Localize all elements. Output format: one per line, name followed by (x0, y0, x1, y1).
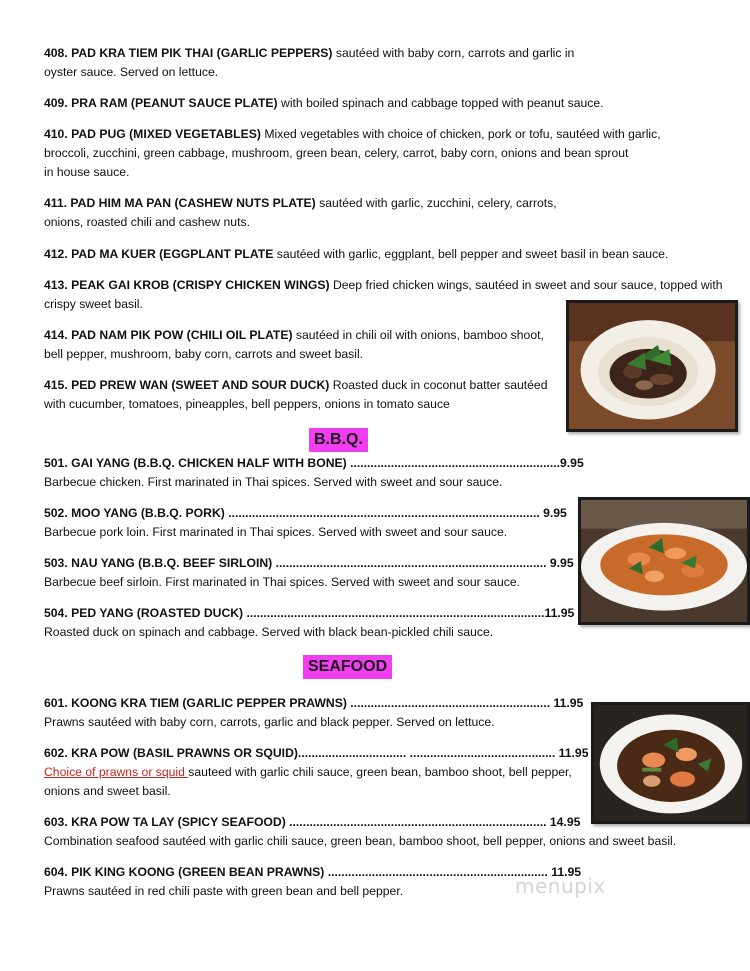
item-desc: Barbecue chicken. First marinated in Thai spices. Served with sweet and sour sauce. (44, 475, 503, 489)
menu-item-410 (44, 125, 661, 182)
menu-item-501 (44, 454, 584, 492)
item-name: 410. PAD PUG (MIXED VEGETABLES) (44, 127, 261, 141)
item-desc: Combination seafood sautéed with garlic chili sauce, green bean, bamboo shoot, bell pepper, onions and sweet basil. (44, 834, 677, 848)
item-desc: Prawns sautéed with baby corn, carrots, garlic and black pepper. Served on lettuce. (44, 715, 495, 729)
item-name: 412. PAD MA KUER (EGGPLANT PLATE (44, 247, 274, 261)
menu-item-602 (44, 744, 588, 801)
section-title-bbq: B.B.Q. (309, 428, 368, 452)
item-name: 415. PED PREW WAN (SWEET AND SOUR DUCK) (44, 378, 330, 392)
item-name-price: 504. PED YANG (ROASTED DUCK) ........................................................................................11.95 (44, 606, 575, 620)
item-desc: Prawns sautéed in red chili paste with green bean and bell pepper. (44, 884, 404, 898)
item-name-price: 501. GAI YANG (B.B.Q. CHICKEN HALF WITH BONE) ..............................................................9.95 (44, 456, 584, 470)
menupix-watermark: menupix (515, 874, 606, 898)
item-desc-line (44, 763, 588, 782)
item-name: 411. PAD HIM MA PAN (CASHEW NUTS PLATE) (44, 196, 316, 210)
choice-prawns-or-squid-link[interactable]: Choice of prawns or squid (44, 765, 189, 779)
food-photo-prawn-stirfry-image (581, 500, 747, 622)
item-name-price: 603. KRA POW TA LAY (SPICY SEAFOOD) ............................................................................ 14.95 (44, 815, 581, 829)
item-name: 409. PRA RAM (PEANUT SAUCE PLATE) (44, 96, 278, 110)
item-desc: sautéed in chili oil with onions, bamboo shoot, (295, 328, 544, 342)
item-desc: Roasted duck in coconut batter sautéed (332, 378, 548, 392)
menu-item-411 (44, 194, 557, 232)
menu-item-409 (44, 94, 604, 113)
item-desc: Barbecue beef sirloin. First marinated in Thai spices. Served with sweet and sour sauce. (44, 575, 520, 589)
item-name: 414. PAD NAM PIK POW (CHILI OIL PLATE) (44, 328, 293, 342)
menu-item-412 (44, 245, 668, 264)
item-desc: with boiled spinach and cabbage topped with peanut sauce. (281, 96, 604, 110)
menu-item-601 (44, 694, 583, 732)
menu-item-603 (44, 813, 676, 851)
menu-item-504 (44, 604, 574, 642)
item-desc-cont: crispy sweet basil. (44, 297, 143, 311)
item-desc-cont: broccoli, zucchini, green cabbage, mushroom, green bean, celery, carrot, baby corn, onions and bean sprout (44, 146, 629, 160)
menu-item-414 (44, 326, 544, 364)
food-photo-basil-plate-image (569, 303, 735, 429)
item-desc: Mixed vegetables with choice of chicken, pork or tofu, sautéed with garlic, (264, 127, 661, 141)
item-desc-cont: with cucumber, tomatoes, pineapples, bell peppers, onions in tomato sauce (44, 397, 450, 411)
item-name-price: 601. KOONG KRA TIEM (GARLIC PEPPER PRAWNS) ........................................................... 11.95 (44, 696, 584, 710)
item-name-price: 602. KRA POW (BASIL PRAWNS OR SQUID)................................ ........................................... 11.95 (44, 746, 589, 760)
food-photo-basil-plate (566, 300, 738, 432)
item-desc-cont: bell pepper, mushroom, baby corn, carrots and sweet basil. (44, 347, 364, 361)
item-desc: sautéed with garlic, eggplant, bell pepper and sweet basil in bean sauce. (276, 247, 669, 261)
section-title-seafood: SEAFOOD (303, 655, 392, 679)
item-desc-cont: onions and sweet basil. (44, 784, 171, 798)
menu-item-503 (44, 554, 574, 592)
item-desc-cont: onions, roasted chili and cashew nuts. (44, 215, 250, 229)
item-desc-cont: in house sauce. (44, 165, 130, 179)
item-name: 413. PEAK GAI KROB (CRISPY CHICKEN WINGS) (44, 278, 330, 292)
item-desc: Deep fried chicken wings, sautéed in sweet and sour sauce, topped with (332, 278, 723, 292)
food-photo-basil-prawns-image (594, 705, 747, 821)
item-desc-cont: oyster sauce. Served on lettuce. (44, 65, 219, 79)
food-photo-basil-prawns (591, 702, 750, 824)
item-name-price: 503. NAU YANG (B.B.Q. BEEF SIRLOIN) ................................................................................ 9.95 (44, 556, 574, 570)
item-desc: Barbecue pork loin. First marinated in Thai spices. Served with sweet and sour sauce. (44, 525, 508, 539)
menu-item-502 (44, 504, 567, 542)
menu-item-408 (44, 44, 574, 82)
item-name-price: 604. PIK KING KOONG (GREEN BEAN PRAWNS) ................................................................. 11.95 (44, 865, 582, 879)
item-desc: sautéed with baby corn, carrots and garlic in (335, 46, 575, 60)
menu-item-415 (44, 376, 547, 414)
item-name: 408. PAD KRA TIEM PIK THAI (GARLIC PEPPERS) (44, 46, 333, 60)
item-desc: sauteed with garlic chili sauce, green bean, bamboo shoot, bell pepper, (188, 765, 572, 779)
item-desc: Roasted duck on spinach and cabbage. Served with black bean-pickled chili sauce. (44, 625, 494, 639)
menu-item-604 (44, 863, 581, 901)
item-name-price: 502. MOO YANG (B.B.Q. PORK) ............................................................................................ 9.95 (44, 506, 567, 520)
food-photo-prawn-stirfry (578, 497, 750, 625)
item-desc: sautéed with garlic, zucchini, celery, carrots, (319, 196, 557, 210)
